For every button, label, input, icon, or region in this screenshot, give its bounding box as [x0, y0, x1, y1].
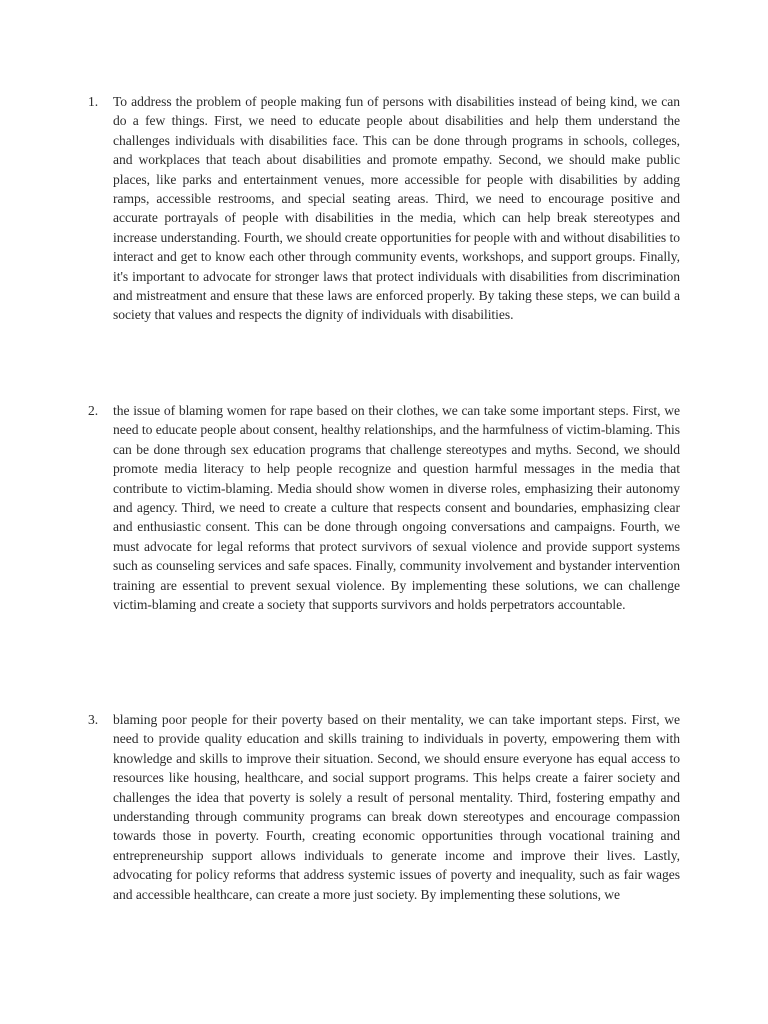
- list-item: [88, 401, 680, 614]
- list-item-paragraph: To address the problem of people making fun of persons with disabilities instead of being kind, we can do a few things. First, we need to educate people about disabilities and help them understand the challenges individuals with disabilities face. This can be done through programs in schools, colleges, and workplaces that teach about disabilities and promote empathy. Second, we should make public places, like parks and entertainment venues, more accessible for people with disabilities by adding ramps, accessible restrooms, and special seating areas. Third, we need to encourage positive and accurate portrayals of people with disabilities in the media, which can help break stereotypes and increase understanding. Fourth, we should create opportunities for people with and without disabilities to interact and get to know each other through community events, workshops, and support groups. Finally, it's important to advocate for stronger laws that protect individuals with disabilities from discrimination and mistreatment and ensure that these laws are enforced properly. By taking these steps, we can build a society that values and respects the dignity of individuals with disabilities.: [113, 94, 680, 323]
- list-item: [88, 92, 680, 325]
- list-item: [88, 710, 680, 904]
- list-item-number: 2.: [88, 403, 99, 418]
- list-item-number: 3.: [88, 712, 99, 727]
- list-item-number: 1.: [88, 94, 99, 109]
- list-item-paragraph: the issue of blaming women for rape based on their clothes, we can take some important steps. First, we need to educate people about consent, healthy relationships, and the harmfulness of victim-blaming. This can be done through sex education programs that challenge stereotypes and myths. Second, we should promote media literacy to help people recognize and question harmful messages in the media that contribute to victim-blaming. Media should show women in diverse roles, emphasizing their autonomy and agency. Third, we need to create a culture that respects consent and boundaries, emphasizing clear and enthusiastic consent. This can be done through ongoing conversations and campaigns. Fourth, we must advocate for legal reforms that protect survivors of sexual violence and provide support systems such as counseling services and safe spaces. Finally, community involvement and bystander intervention training are essential to prevent sexual violence. By implementing these solutions, we can challenge victim-blaming and create a society that supports survivors and holds perpetrators accountable.: [113, 403, 680, 613]
- list-item-paragraph: blaming poor people for their poverty based on their mentality, we can take important steps. First, we need to provide quality education and skills training to individuals in poverty, empowering them with knowledge and skills to improve their situation. Second, we should ensure everyone has equal access to resources like housing, healthcare, and social support programs. This helps create a fairer society and challenges the idea that poverty is solely a result of personal mentality. Third, fostering empathy and understanding through community programs can break down stereotypes and encourage compassion towards those in poverty. Fourth, creating economic opportunities through vocational training and entrepreneurship support allows individuals to generate income and improve their lives. Lastly, advocating for policy reforms that address systemic issues of poverty and inequality, such as fair wages and accessible healthcare, can create a more just society. By implementing these solutions, we: [113, 712, 680, 902]
